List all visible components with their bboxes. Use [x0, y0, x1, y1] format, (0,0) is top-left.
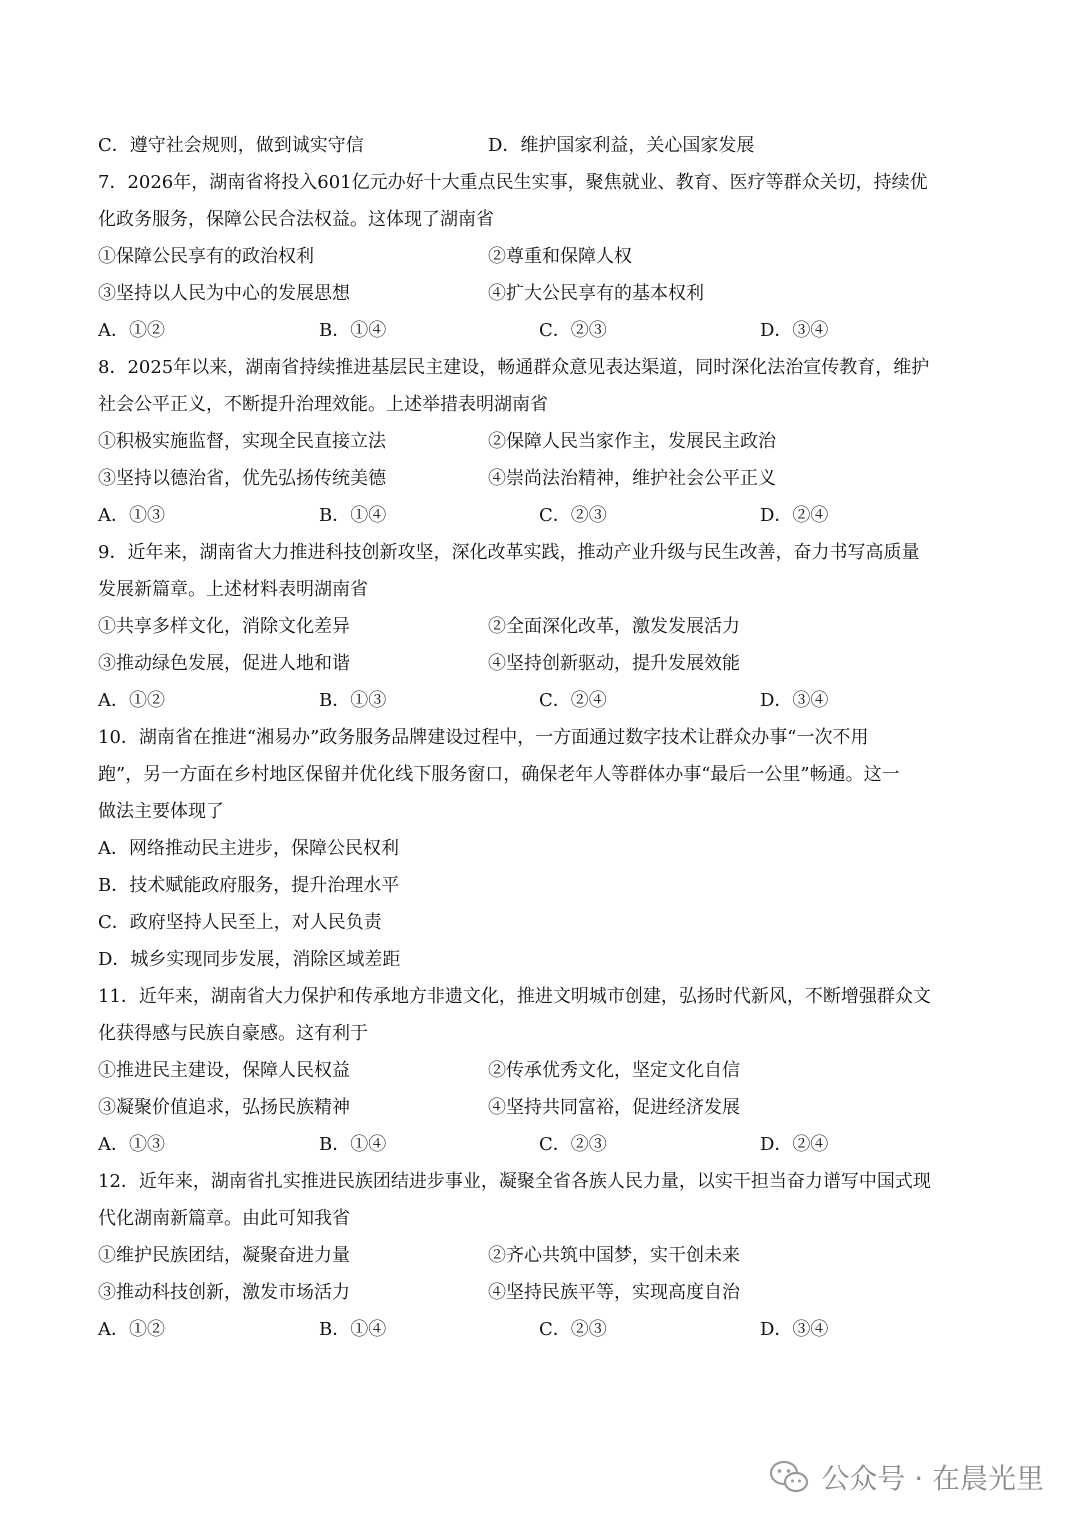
question-12 [98, 1163, 978, 1348]
exam-page [98, 127, 978, 1348]
question-stem: 发展新篇章。上述材料表明湖南省 [98, 579, 368, 600]
choice-row [98, 682, 978, 719]
choice-b: B．①④ [319, 505, 387, 526]
option-c: C．遵守社会规则，做到诚实守信 [98, 135, 364, 156]
question-stem: 做法主要体现了 [98, 801, 224, 822]
choice-a: A．①② [98, 1319, 165, 1340]
statement-3: ③坚持以人民为中心的发展思想 [98, 283, 350, 304]
statement-row [98, 1274, 978, 1311]
choice-d: D．③④ [760, 320, 829, 341]
statement-4: ④坚持创新驱动，提升发展效能 [488, 653, 740, 674]
statement-2: ②传承优秀文化，坚定文化自信 [488, 1060, 740, 1081]
choice-b: B．①④ [319, 1319, 387, 1340]
question-stem: 7．2026年，湖南省将投入601亿元办好十大重点民生实事，聚焦就业、教育、医疗等群众关切，持续优 [98, 172, 928, 193]
statement-2: ②尊重和保障人权 [488, 246, 632, 267]
statement-4: ④扩大公民享有的基本权利 [488, 283, 704, 304]
choice-c: C．②④ [539, 690, 607, 711]
choice-a: A．①② [98, 320, 165, 341]
statement-3: ③推动绿色发展，促进人地和谐 [98, 653, 350, 674]
choice-b: B．①③ [319, 690, 387, 711]
question-stem: 化政务服务，保障公民合法权益。这体现了湖南省 [98, 209, 494, 230]
question-stem: 8．2025年以来，湖南省持续推进基层民主建设，畅通群众意见表达渠道，同时深化法治宣传教育，维护 [98, 357, 930, 378]
statement-row [98, 1237, 978, 1274]
question-stem: 代化湖南新篇章。由此可知我省 [98, 1208, 350, 1229]
choice-b: B．①④ [319, 1134, 387, 1155]
statement-row [98, 423, 978, 460]
choice-c: C．②③ [539, 1134, 607, 1155]
question-10 [98, 719, 978, 978]
choice-a: A．网络推动民主进步，保障公民权利 [98, 838, 399, 859]
statement-row [98, 238, 978, 275]
choice-b: B．①④ [319, 320, 387, 341]
statement-3: ③凝聚价值追求，弘扬民族精神 [98, 1097, 350, 1118]
statement-row [98, 1089, 978, 1126]
statement-row [98, 1052, 978, 1089]
statement-4: ④坚持共同富裕，促进经济发展 [488, 1097, 740, 1118]
question-stem: 社会公平正义，不断提升治理效能。上述举措表明湖南省 [98, 394, 548, 415]
question-9 [98, 534, 978, 719]
statement-row [98, 275, 978, 312]
question-11 [98, 978, 978, 1163]
choice-c: C．政府坚持人民至上，对人民负责 [98, 912, 382, 933]
choice-row [98, 1126, 978, 1163]
question-stem: 化获得感与民族自豪感。这有利于 [98, 1023, 368, 1044]
statement-2: ②全面深化改革，激发发展活力 [488, 616, 740, 637]
statement-2: ②齐心共筑中国梦，实干创未来 [488, 1245, 740, 1266]
option-d: D．维护国家利益，关心国家发展 [488, 135, 755, 156]
statement-4: ④坚持民族平等，实现高度自治 [488, 1282, 740, 1303]
statement-1: ①推进民主建设，保障人民权益 [98, 1060, 350, 1081]
choice-d: D．③④ [760, 1319, 829, 1340]
choice-c: C．②③ [539, 1319, 607, 1340]
statement-3: ③推动科技创新，激发市场活力 [98, 1282, 350, 1303]
statement-1: ①维护民族团结，凝聚奋进力量 [98, 1245, 350, 1266]
statement-3: ③坚持以德治省，优先弘扬传统美德 [98, 468, 386, 489]
statement-1: ①共享多样文化，消除文化差异 [98, 616, 350, 637]
choice-d: D．②④ [760, 1134, 829, 1155]
choice-row [98, 497, 978, 534]
question-stem: 9．近年来，湖南省大力推进科技创新攻坚，深化改革实践，推动产业升级与民生改善，奋力书写高质量 [98, 542, 920, 563]
choice-a: A．①② [98, 690, 165, 711]
statement-1: ①保障公民享有的政治权利 [98, 246, 314, 267]
watermark-text: 公众号 · 在晨光里 [821, 1462, 1044, 1495]
choice-row [98, 312, 978, 349]
watermark [769, 1457, 1044, 1497]
statement-4: ④崇尚法治精神，维护社会公平正义 [488, 468, 776, 489]
statement-row [98, 608, 978, 645]
question-stem: 10．湖南省在推进“湘易办”政务服务品牌建设过程中，一方面通过数字技术让群众办事“一次不用 [98, 727, 869, 748]
choice-c: C．②③ [539, 505, 607, 526]
statement-2: ②保障人民当家作主，发展民主政治 [488, 431, 776, 452]
choice-row [98, 1311, 978, 1348]
wechat-icon [769, 1460, 809, 1494]
question-stem: 11．近年来，湖南省大力保护和传承地方非遗文化，推进文明城市创建，弘扬时代新风，不断增强群众文 [98, 986, 931, 1007]
choice-a: A．①③ [98, 1134, 165, 1155]
prev-question-options [98, 127, 978, 164]
choice-b: B．技术赋能政府服务，提升治理水平 [98, 875, 400, 896]
choice-d: D．③④ [760, 690, 829, 711]
question-stem: 12．近年来，湖南省扎实推进民族团结进步事业，凝聚全省各族人民力量，以实干担当奋力谱写中国式现 [98, 1171, 931, 1192]
statement-row [98, 645, 978, 682]
choice-d: D．②④ [760, 505, 829, 526]
question-stem: 跑”，另一方面在乡村地区保留并优化线下服务窗口，确保老年人等群体办事“最后一公里”畅通。这一 [98, 764, 900, 785]
question-8 [98, 349, 978, 534]
choice-c: C．②③ [539, 320, 607, 341]
choice-a: A．①③ [98, 505, 165, 526]
choice-d: D．城乡实现同步发展，消除区域差距 [98, 949, 401, 970]
statement-row [98, 460, 978, 497]
question-7 [98, 164, 978, 349]
statement-1: ①积极实施监督，实现全民直接立法 [98, 431, 386, 452]
